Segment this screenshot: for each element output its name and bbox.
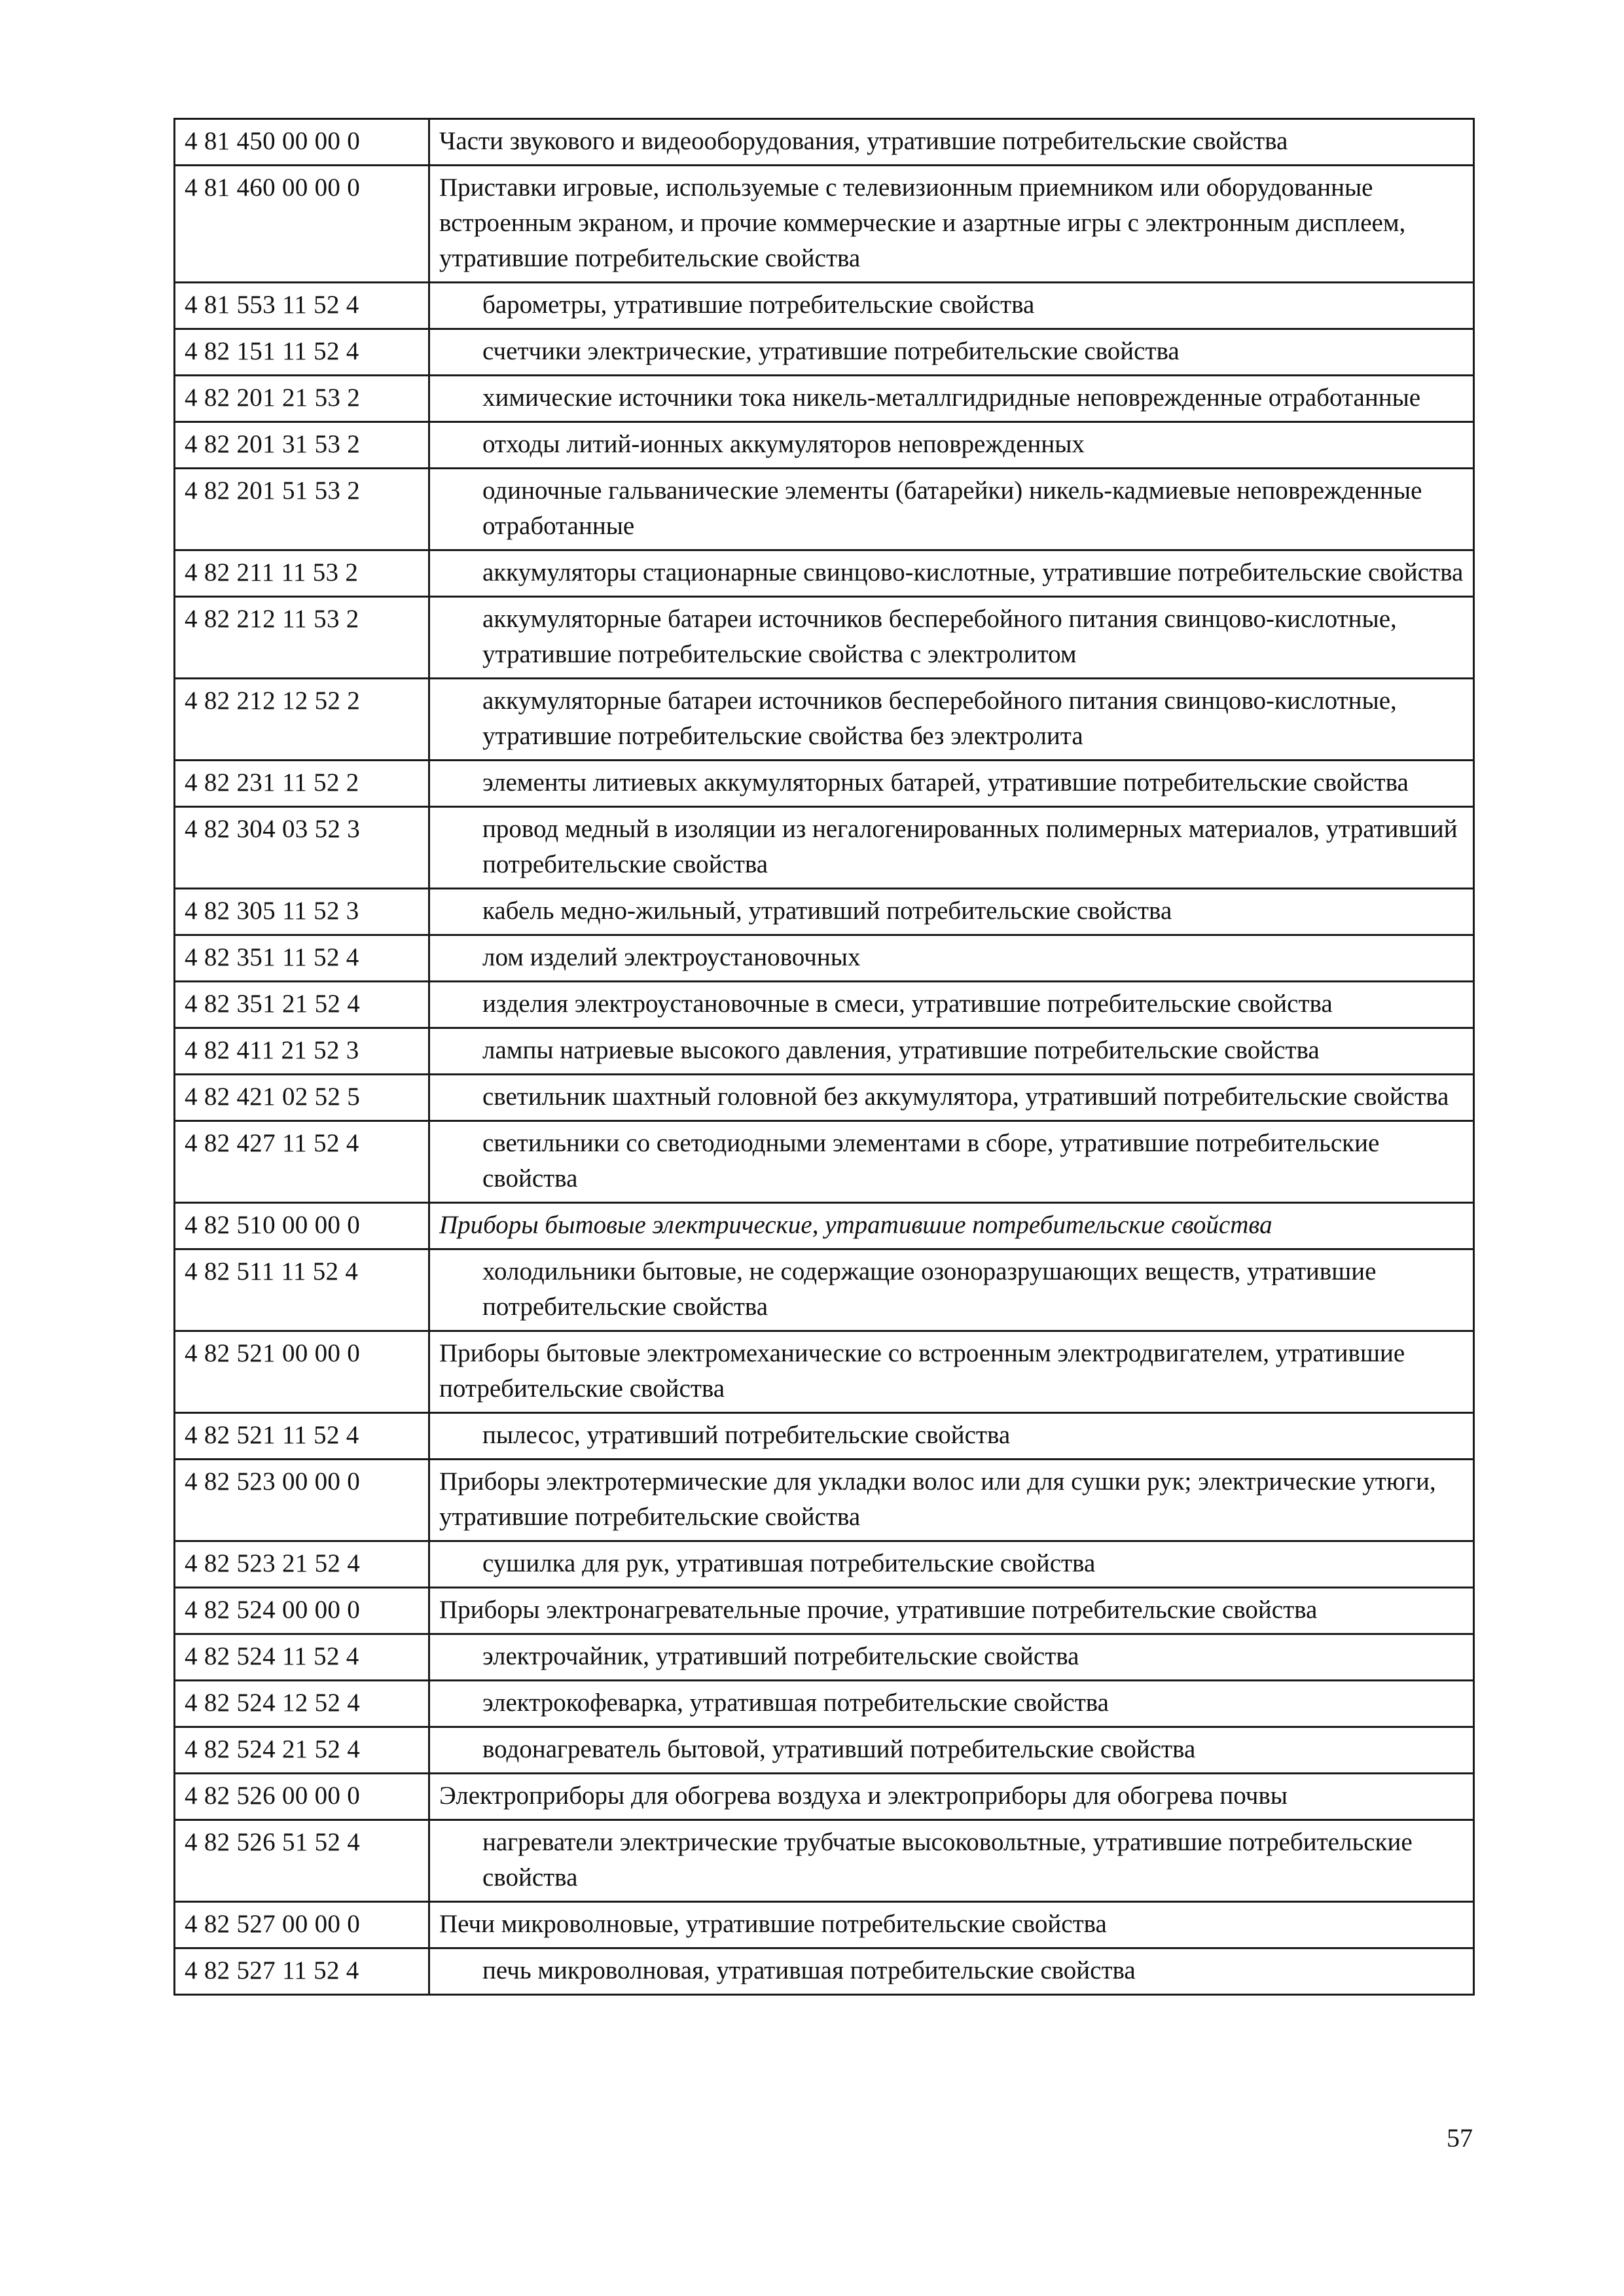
waste-description-cell: элементы литиевых аккумуляторных батарей, утратившие потребительские свойства (429, 761, 1474, 807)
table-row (175, 1203, 1474, 1249)
table-row (175, 982, 1474, 1028)
waste-code-cell: 4 82 212 11 53 2 (175, 597, 429, 679)
table-row (175, 889, 1474, 935)
table-row (175, 679, 1474, 761)
waste-description-cell: лампы натриевые высокого давления, утратившие потребительские свойства (429, 1028, 1474, 1075)
table-row (175, 1331, 1474, 1413)
table-row (175, 376, 1474, 422)
waste-description-cell: светильники со светодиодными элементами в сборе, утратившие потребительские свойства (429, 1121, 1474, 1203)
table-row (175, 329, 1474, 376)
table-row (175, 1820, 1474, 1902)
table-row (175, 1588, 1474, 1634)
waste-description-cell: Печи микроволновые, утратившие потребительские свойства (429, 1902, 1474, 1948)
waste-description-cell: электрокофеварка, утратившая потребительские свойства (429, 1681, 1474, 1727)
waste-description-cell: одиночные гальванические элементы (батарейки) никель-кадмиевые неповрежденные отработанные (429, 469, 1474, 550)
waste-code-cell: 4 82 201 31 53 2 (175, 422, 429, 469)
table-row (175, 283, 1474, 329)
table-row (175, 761, 1474, 807)
waste-code-cell: 4 82 524 12 52 4 (175, 1681, 429, 1727)
table-row (175, 550, 1474, 597)
waste-code-cell: 4 82 524 00 00 0 (175, 1588, 429, 1634)
table-row (175, 1249, 1474, 1331)
page-number: 57 (1447, 2123, 1473, 2153)
waste-code-cell: 4 82 526 51 52 4 (175, 1820, 429, 1902)
waste-description-cell: пылесос, утративший потребительские свойства (429, 1413, 1474, 1460)
waste-code-cell: 4 82 523 21 52 4 (175, 1541, 429, 1588)
table-row (175, 166, 1474, 283)
table-row (175, 597, 1474, 679)
waste-description-cell: нагреватели электрические трубчатые высоковольтные, утратившие потребительские свойства (429, 1820, 1474, 1902)
waste-code-cell: 4 82 521 00 00 0 (175, 1331, 429, 1413)
table-row (175, 119, 1474, 166)
waste-code-cell: 4 82 524 11 52 4 (175, 1634, 429, 1681)
waste-description-cell: химические источники тока никель-металлгидридные неповрежденные отработанные (429, 376, 1474, 422)
waste-code-cell: 4 82 521 11 52 4 (175, 1413, 429, 1460)
waste-code-cell: 4 82 524 21 52 4 (175, 1727, 429, 1774)
waste-code-cell: 4 82 351 11 52 4 (175, 935, 429, 982)
waste-code-cell: 4 81 460 00 00 0 (175, 166, 429, 283)
table-row (175, 422, 1474, 469)
waste-description-cell: Приборы электротермические для укладки волос или для сушки рук; электрические утюги, утратившие потребительские свойства (429, 1460, 1474, 1541)
waste-code-cell: 4 82 304 03 52 3 (175, 807, 429, 889)
waste-code-cell: 4 81 450 00 00 0 (175, 119, 429, 166)
waste-code-cell: 4 82 212 12 52 2 (175, 679, 429, 761)
waste-description-cell: Приборы бытовые электромеханические со встроенным электродвигателем, утратившие потребительские свойства (429, 1331, 1474, 1413)
waste-description-cell: барометры, утратившие потребительские свойства (429, 283, 1474, 329)
waste-description-cell: аккумуляторные батареи источников бесперебойного питания свинцово-кислотные, утратившие потребительские свойства с электролитом (429, 597, 1474, 679)
waste-description-cell: аккумуляторные батареи источников бесперебойного питания свинцово-кислотные, утратившие потребительские свойства без электролита (429, 679, 1474, 761)
waste-description-cell: изделия электроустановочные в смеси, утратившие потребительские свойства (429, 982, 1474, 1028)
table-row (175, 1634, 1474, 1681)
waste-description-cell: электрочайник, утративший потребительские свойства (429, 1634, 1474, 1681)
table-row (175, 1774, 1474, 1820)
table-row (175, 1541, 1474, 1588)
waste-code-cell: 4 82 523 00 00 0 (175, 1460, 429, 1541)
waste-description-cell: Приставки игровые, используемые с телевизионным приемником или оборудованные встроенным экраном, и прочие коммерческие и азартные игры с электронным дисплеем, утратившие потребительские свойства (429, 166, 1474, 283)
waste-description-cell: провод медный в изоляции из негалогенированных полимерных материалов, утративший потребительские свойства (429, 807, 1474, 889)
table-row (175, 1460, 1474, 1541)
waste-code-cell: 4 82 201 51 53 2 (175, 469, 429, 550)
waste-code-cell: 4 82 351 21 52 4 (175, 982, 429, 1028)
waste-description-cell: аккумуляторы стационарные свинцово-кислотные, утратившие потребительские свойства (429, 550, 1474, 597)
waste-description-cell: Электроприборы для обогрева воздуха и электроприборы для обогрева почвы (429, 1774, 1474, 1820)
waste-description-cell: холодильники бытовые, не содержащие озоноразрушающих веществ, утратившие потребительские свойства (429, 1249, 1474, 1331)
table-row (175, 935, 1474, 982)
waste-code-cell: 4 82 201 21 53 2 (175, 376, 429, 422)
table-row (175, 469, 1474, 550)
waste-code-cell: 4 82 526 00 00 0 (175, 1774, 429, 1820)
table-row (175, 1075, 1474, 1121)
waste-description-cell: Приборы электронагревательные прочие, утратившие потребительские свойства (429, 1588, 1474, 1634)
waste-description-cell: печь микроволновая, утратившая потребительские свойства (429, 1948, 1474, 1995)
table-body (175, 119, 1474, 1995)
waste-description-cell: отходы литий-ионных аккумуляторов неповрежденных (429, 422, 1474, 469)
waste-code-cell: 4 82 527 00 00 0 (175, 1902, 429, 1948)
table-row (175, 807, 1474, 889)
waste-description-cell: лом изделий электроустановочных (429, 935, 1474, 982)
table-row (175, 1681, 1474, 1727)
table-row (175, 1028, 1474, 1075)
waste-code-cell: 4 82 510 00 00 0 (175, 1203, 429, 1249)
table-row (175, 1413, 1474, 1460)
waste-code-cell: 4 82 427 11 52 4 (175, 1121, 429, 1203)
waste-code-cell: 4 82 411 21 52 3 (175, 1028, 429, 1075)
waste-code-cell: 4 82 211 11 53 2 (175, 550, 429, 597)
waste-code-cell: 4 82 151 11 52 4 (175, 329, 429, 376)
table-row (175, 1727, 1474, 1774)
waste-classification-table (173, 118, 1475, 1996)
table-row (175, 1121, 1474, 1203)
waste-code-cell: 4 82 305 11 52 3 (175, 889, 429, 935)
waste-code-cell: 4 82 511 11 52 4 (175, 1249, 429, 1331)
table-row (175, 1902, 1474, 1948)
waste-description-cell: светильник шахтный головной без аккумулятора, утративший потребительские свойства (429, 1075, 1474, 1121)
waste-code-cell: 4 82 527 11 52 4 (175, 1948, 429, 1995)
waste-description-cell: водонагреватель бытовой, утративший потребительские свойства (429, 1727, 1474, 1774)
waste-code-cell: 4 82 231 11 52 2 (175, 761, 429, 807)
table-row (175, 1948, 1474, 1995)
waste-description-cell: кабель медно-жильный, утративший потребительские свойства (429, 889, 1474, 935)
waste-description-cell: Приборы бытовые электрические, утратившие потребительские свойства (429, 1203, 1474, 1249)
waste-description-cell: Части звукового и видеооборудования, утратившие потребительские свойства (429, 119, 1474, 166)
waste-description-cell: сушилка для рук, утратившая потребительские свойства (429, 1541, 1474, 1588)
waste-description-cell: счетчики электрические, утратившие потребительские свойства (429, 329, 1474, 376)
waste-code-cell: 4 81 553 11 52 4 (175, 283, 429, 329)
waste-code-cell: 4 82 421 02 52 5 (175, 1075, 429, 1121)
